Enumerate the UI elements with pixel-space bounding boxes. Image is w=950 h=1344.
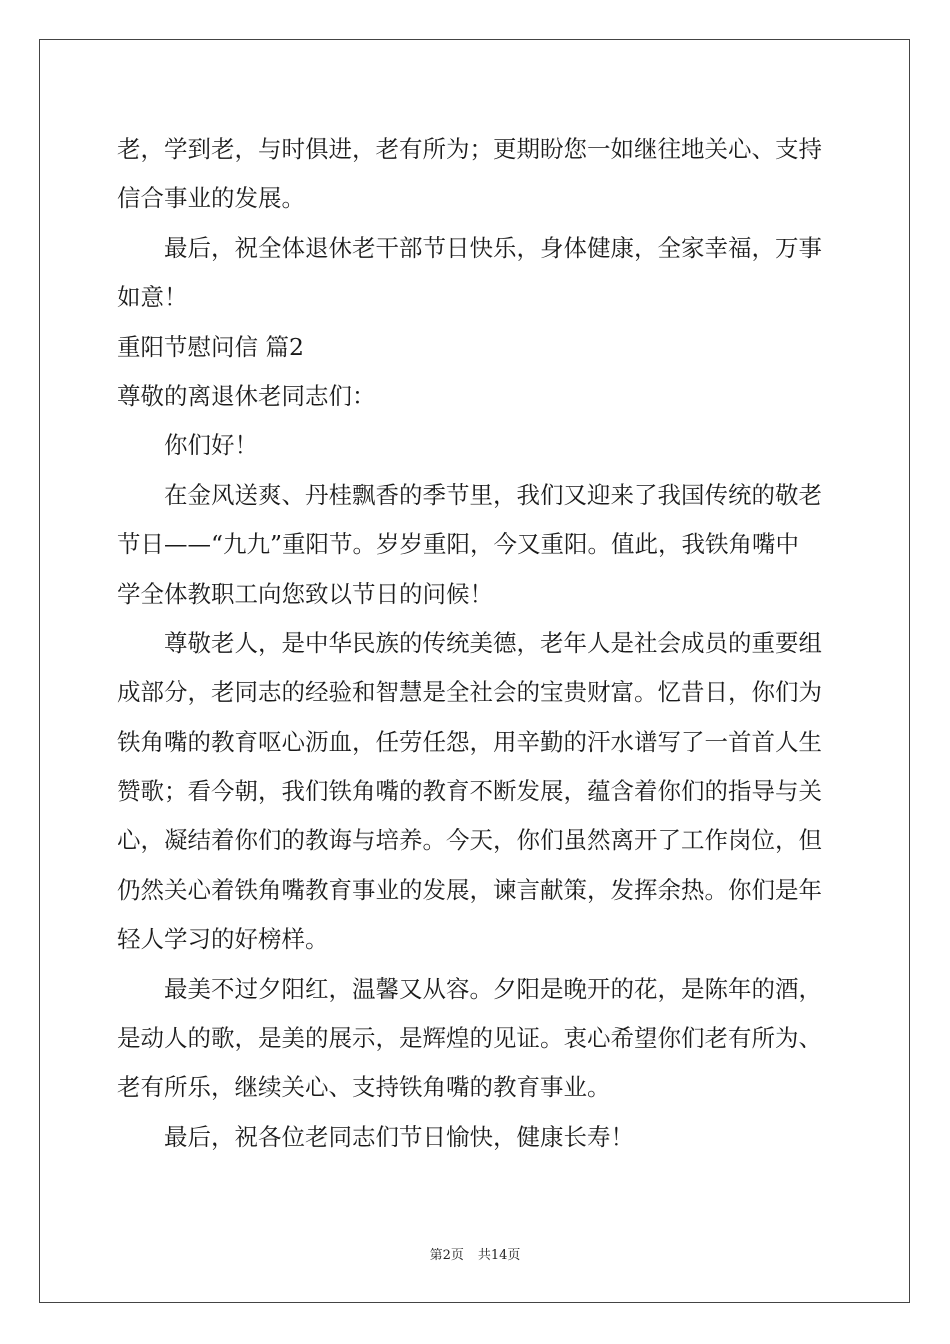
document-body — [117, 125, 833, 1162]
text-line: 轻人学习的好榜样。 — [117, 925, 329, 954]
text-line: 成部分，老同志的经验和智慧是全社会的宝贵财富。忆昔日，你们为 — [117, 678, 822, 707]
text-line: 老，学到老，与时俱进，老有所为；更期盼您一如继往地关心、支持 — [117, 135, 822, 163]
text-line: 学全体教职工向您致以节日的问候！ — [117, 579, 493, 608]
text-line: 节日——“九九”重阳节。岁岁重阳，今又重阳。值此，我铁角嘴中 — [117, 530, 800, 559]
text-line: 如意！ — [117, 283, 188, 312]
text-line: 最后，祝全体退休老干部节日快乐，身体健康，全家幸福，万事 — [164, 233, 822, 262]
text-line: 在金风送爽、丹桂飘香的季节里，我们又迎来了我国传统的敬老 — [164, 480, 822, 509]
salutation: 尊敬的离退休老同志们： — [117, 381, 376, 410]
page-total: 共14页 — [477, 1248, 521, 1263]
page-number: 第2页 — [429, 1248, 464, 1263]
greeting: 你们好！ — [164, 431, 258, 460]
text-line: 尊敬老人，是中华民族的传统美德，老年人是社会成员的重要组 — [164, 628, 822, 657]
page-footer — [0, 1247, 950, 1265]
section-heading: 重阳节慰问信 篇2 — [117, 332, 304, 361]
text-line: 老有所乐，继续关心、支持铁角嘴的教育事业。 — [117, 1073, 611, 1102]
text-line: 铁角嘴的教育呕心沥血，任劳任怨，用辛勤的汗水谱写了一首首人生 — [117, 727, 822, 756]
text-line: 最美不过夕阳红，温馨又从容。夕阳是晚开的花，是陈年的酒， — [164, 974, 822, 1003]
text-line: 是动人的歌，是美的展示，是辉煌的见证。衷心希望你们老有所为、 — [117, 1024, 822, 1053]
text-line: 赞歌；看今朝，我们铁角嘴的教育不断发展，蕴含着你们的指导与关 — [117, 777, 822, 806]
text-line: 信合事业的发展。 — [117, 184, 305, 213]
text-line: 仍然关心着铁角嘴教育事业的发展，谏言献策，发挥余热。你们是年 — [117, 875, 822, 904]
text-line: 心，凝结着你们的教诲与培养。今天，你们虽然离开了工作岗位，但 — [117, 826, 822, 855]
closing-line: 最后，祝各位老同志们节日愉快，健康长寿！ — [164, 1122, 634, 1151]
